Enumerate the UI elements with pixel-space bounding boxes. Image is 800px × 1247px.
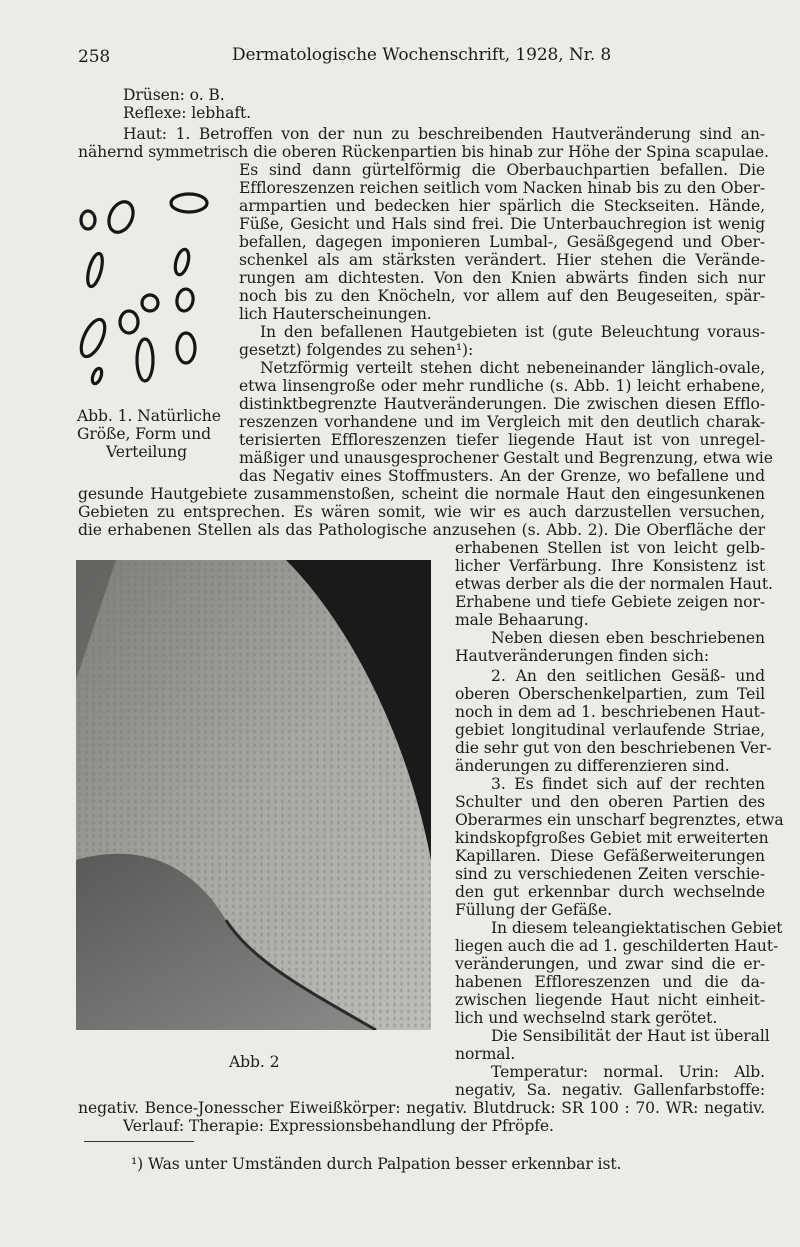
- text-line: Hautveränderungen finden sich:: [455, 647, 710, 665]
- text-line: 3. Es findet sich auf der rechten: [491, 775, 765, 793]
- text-line: Kapillaren. Diese Gefäßerweiterungen: [455, 847, 765, 865]
- text-line: Schulter und den oberen Partien des: [455, 793, 765, 811]
- footnote: ¹) Was unter Umständen durch Palpation besser erkennbar ist.: [131, 1155, 622, 1173]
- text-line: distinktbegrenzte Hautveränderungen. Die zwischen diesen Efflo-: [239, 395, 765, 413]
- text-line: lich und wechselnd stark gerötet.: [455, 1009, 718, 1027]
- text-line: Die Sensibilität der Haut ist überall: [491, 1027, 770, 1045]
- text-line: In diesem teleangiektatischen Gebiet: [491, 919, 783, 937]
- text-line: gesetzt) folgendes zu sehen¹):: [239, 341, 474, 359]
- text-line: Haut: 1. Betroffen von der nun zu beschreibenden Hautveränderung sind an-: [123, 125, 765, 143]
- text-line: kindskopfgroßes Gebiet mit erweiterten: [455, 829, 769, 847]
- figure-1-caption: Größe, Form und: [77, 425, 211, 443]
- efflorescence-oval: [120, 311, 138, 333]
- text-line: negativ. Bence-Jonesscher Eiweißkörper: negativ. Blutdruck: SR 100 : 70. WR: negativ.: [78, 1099, 765, 1117]
- text-line: male Behaarung.: [455, 611, 589, 629]
- efflorescence-oval: [175, 288, 195, 312]
- page-number: 258: [78, 47, 111, 67]
- text-line: Verlauf: Therapie: Expressionsbehandlung der Pfröpfe.: [123, 1117, 554, 1135]
- text-line: die erhabenen Stellen als das Pathologische anzusehen (s. Abb. 2). Die Oberfläche der: [78, 521, 765, 539]
- text-line: gebiet longitudinal verlaufende Striae,: [455, 721, 765, 739]
- efflorescence-oval: [104, 198, 137, 236]
- text-line: schenkel als am stärksten verändert. Hier stehen die Verände-: [239, 251, 765, 269]
- text-line: liegen auch die ad 1. geschilderten Haut-: [455, 937, 779, 955]
- text-line: Temperatur: normal. Urin: Alb.: [491, 1063, 765, 1081]
- text-line: oberen Oberschenkelpartien, zum Teil: [455, 685, 765, 703]
- text-line: Es sind dann gürtelförmig die Oberbauchpartien befallen. Die: [239, 161, 765, 179]
- efflorescence-oval: [76, 316, 109, 360]
- text-line: Füße, Gesicht und Hals sind frei. Die Unterbauchregion ist wenig: [239, 215, 765, 233]
- text-line: negativ, Sa. negativ. Gallenfarbstoffe:: [455, 1081, 765, 1099]
- footnote-rule: [84, 1141, 194, 1142]
- text-line: Erhabene und tiefe Gebiete zeigen nor-: [455, 593, 765, 611]
- text-line: Drüsen: o. B.: [123, 86, 225, 104]
- text-line: Füllung der Gefäße.: [455, 901, 612, 919]
- text-line: Reflexe: lebhaft.: [123, 104, 252, 122]
- text-line: 2. An den seitlichen Gesäß- und: [491, 667, 765, 685]
- text-line: etwas derber als die der normalen Haut.: [455, 575, 773, 593]
- figure-2-caption: Abb. 2: [229, 1053, 280, 1071]
- text-line: noch in dem ad 1. beschriebenen Haut-: [455, 703, 765, 721]
- text-line: noch bis zu den Knöcheln, vor allem auf den Beugeseiten, spär-: [239, 287, 765, 305]
- text-line: gesunde Hautgebiete zusammenstoßen, scheint die normale Haut den eingesunkenen: [78, 485, 765, 503]
- text-line: etwa linsengroße oder mehr rundliche (s. Abb. 1) leicht erhabene,: [239, 377, 765, 395]
- text-line: terisierten Effloreszenzen tiefer liegende Haut ist von unregel-: [239, 431, 765, 449]
- text-line: den gut erkennbar durch wechselnde: [455, 883, 765, 901]
- text-line: Oberarmes ein unscharf begrenztes, etwa: [455, 811, 784, 829]
- text-line: nähernd symmetrisch die oberen Rückenpartien bis hinab zur Höhe der Spina scapulae.: [78, 143, 769, 161]
- text-line: lich Hauterscheinungen.: [239, 305, 432, 323]
- text-line: veränderungen, und zwar sind die er-: [455, 955, 765, 973]
- figure-1-caption: Abb. 1. Natürliche: [77, 407, 221, 425]
- text-line: die sehr gut von den beschriebenen Ver-: [455, 739, 772, 757]
- figure-1-oval-pattern: [72, 180, 222, 390]
- text-line: mäßiger und unausgesprochener Gestalt und Begrenzung, etwa wie: [239, 449, 773, 467]
- efflorescence-oval: [85, 252, 105, 288]
- text-line: erhabenen Stellen ist von leicht gelb-: [455, 539, 765, 557]
- efflorescence-oval: [171, 194, 207, 212]
- text-line: befallen, dagegen imponieren Lumbal-, Gesäßgegend und Ober-: [239, 233, 765, 251]
- figure-2-skin-photo: [76, 560, 431, 1030]
- text-line: sind zu verschiedenen Zeiten verschie-: [455, 865, 765, 883]
- text-line: Netzförmig verteilt stehen dicht nebeneinander länglich-ovale,: [260, 359, 765, 377]
- efflorescence-oval: [91, 367, 104, 385]
- text-line: licher Verfärbung. Ihre Konsistenz ist: [455, 557, 765, 575]
- text-line: das Negativ eines Stoffmusters. An der Grenze, wo befallene und: [239, 467, 765, 485]
- efflorescence-oval: [81, 211, 95, 229]
- text-line: rungen am dichtesten. Von den Knien abwärts finden sich nur: [239, 269, 765, 287]
- text-line: normal.: [455, 1045, 516, 1063]
- text-line: änderungen zu differenzieren sind.: [455, 757, 730, 775]
- text-line: Neben diesen eben beschriebenen: [491, 629, 765, 647]
- text-line: reszenzen vorhandene und im Vergleich mit den deutlich charak-: [239, 413, 765, 431]
- efflorescence-oval: [137, 339, 153, 381]
- text-line: Effloreszenzen reichen seitlich vom Nacken hinab bis zu den Ober-: [239, 179, 765, 197]
- efflorescence-oval: [142, 295, 158, 311]
- text-line: armpartien und bedecken hier spärlich die Steckseiten. Hände,: [239, 197, 765, 215]
- efflorescence-oval: [173, 248, 191, 276]
- text-line: habenen Effloreszenzen und die da-: [455, 973, 765, 991]
- efflorescence-oval: [177, 333, 195, 363]
- text-line: zwischen liegende Haut nicht einheit-: [455, 991, 765, 1009]
- text-line: Gebieten zu entsprechen. Es wären somit, wie wir es auch darzustellen versuchen,: [78, 503, 765, 521]
- text-line: In den befallenen Hautgebieten ist (gute Beleuchtung voraus-: [260, 323, 765, 341]
- figure-1-caption: Verteilung: [106, 443, 188, 461]
- running-title: Dermatologische Wochenschrift, 1928, Nr. 8: [232, 45, 612, 65]
